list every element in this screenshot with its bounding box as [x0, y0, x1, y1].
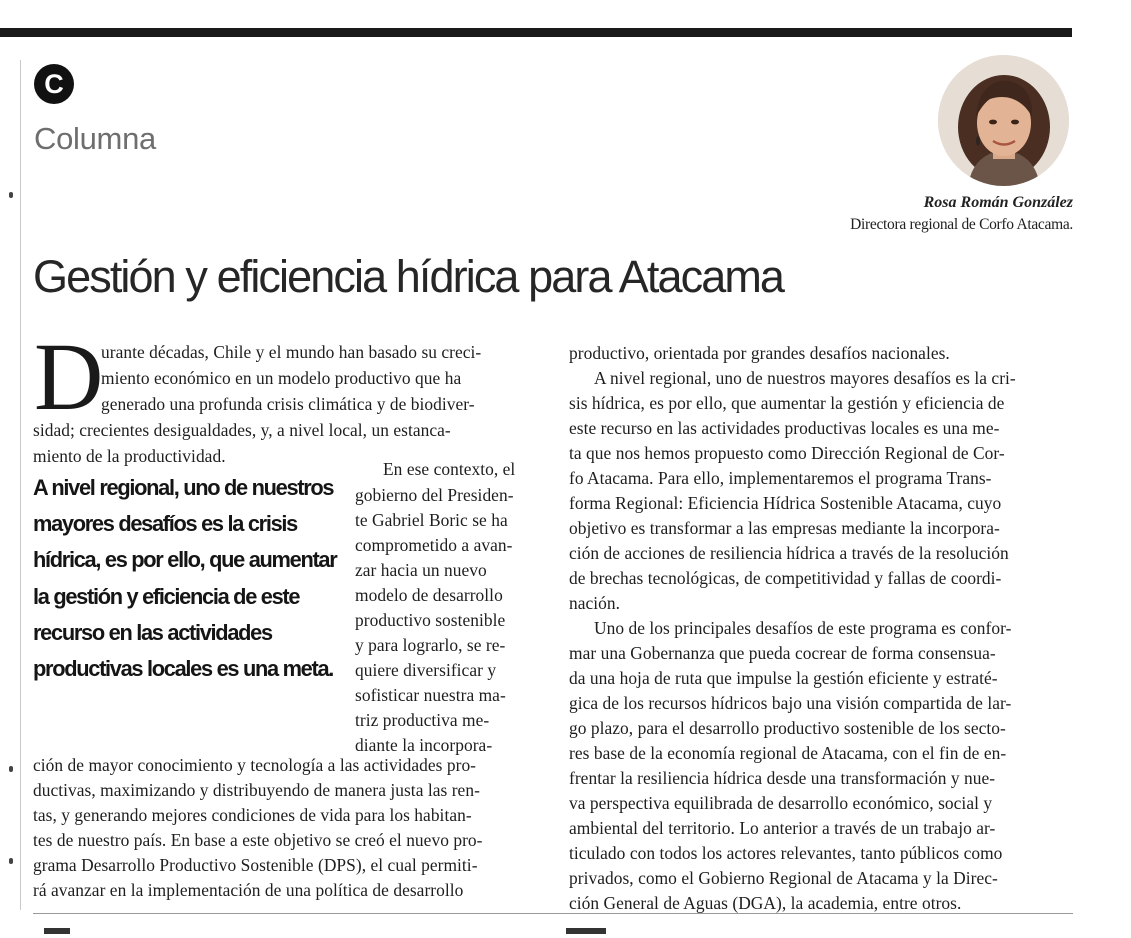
body-line: generado una profunda crisis climática y de biodiver-: [101, 394, 475, 414]
body-line: ción de acciones de resiliencia hídrica a través de la resolución: [569, 543, 1009, 563]
body-line: forma Regional: Eficiencia Hídrica Sostenible Atacama, cuyo: [569, 493, 1002, 513]
body-line: de brechas tecnológicas, de competitividad y fallas de coordi-: [569, 568, 1002, 588]
author-role: Directora regional de Corfo Atacama.: [850, 216, 1073, 233]
author-name: Rosa Román González: [923, 194, 1073, 211]
body-line: mar una Gobernanza que pueda cocrear de forma consensua-: [569, 643, 996, 663]
section-name: Columna: [34, 121, 156, 156]
body-line: modelo de desarrollo: [355, 585, 503, 605]
bottom-rule: [33, 913, 1073, 914]
body-line: res base de la economía regional de Atacama, con el fin de en-: [569, 743, 1007, 763]
body-line: zar hacia un nuevo: [355, 560, 487, 580]
drop-cap: D: [34, 323, 104, 430]
body-line: nación.: [569, 593, 621, 613]
margin-mark: [9, 766, 13, 772]
body-line: productivo, orientada por grandes desafíos nacionales.: [569, 343, 950, 363]
body-line: productivo sostenible: [355, 610, 506, 630]
body-line: este recurso en las actividades productivas locales es una me-: [569, 418, 1000, 438]
body-line: te Gabriel Boric se ha: [355, 510, 508, 530]
body-line: diante la incorpora-: [355, 735, 493, 755]
margin-mark: [9, 192, 13, 198]
body-line: Uno de los principales desafíos de este programa es confor-: [594, 618, 1012, 638]
body-line: triz productiva me-: [355, 710, 490, 730]
body-line: A nivel regional, uno de nuestros mayores desafíos es la cri-: [594, 368, 1016, 388]
body-line: gica de los recursos hídricos bajo una visión compartida de lar-: [569, 693, 1012, 713]
next-article-fragment: [566, 928, 606, 934]
body-line: sidad; crecientes desigualdades, y, a nivel local, un estanca-: [33, 420, 451, 440]
body-line: miento de la productividad.: [33, 446, 226, 466]
body-line: ticulado con todos los actores relevantes, tanto públicos como: [569, 843, 1003, 863]
body-line: tes de nuestro país. En base a este objetivo se creó el nuevo pro-: [33, 830, 483, 850]
pull-quote: A nivel regional, uno de nuestros mayores desafíos es la crisis hídrica, es por ello, que aumentar la gestión y eficiencia de este recurso en las actividades productivas locales es una meta.: [33, 475, 337, 682]
margin-mark: [9, 858, 13, 864]
body-line: gobierno del Presiden-: [355, 485, 514, 505]
headline: Gestión y eficiencia hídrica para Atacama: [33, 251, 784, 302]
section-badge: C: [34, 64, 74, 104]
body-line: da una hoja de ruta que impulse la gestión eficiente y estraté-: [569, 668, 998, 688]
body-line: tas, y generando mejores condiciones de vida para los habitan-: [33, 805, 472, 825]
body-line: sofisticar nuestra ma-: [355, 685, 506, 705]
body-line: rá avanzar en la implementación de una política de desarrollo: [33, 880, 464, 900]
body-line: grama Desarrollo Productivo Sostenible (DPS), el cual permiti-: [33, 855, 478, 875]
body-line: comprometido a avan-: [355, 535, 513, 555]
body-line: ductivas, maximizando y distribuyendo de manera justa las ren-: [33, 780, 480, 800]
body-line: objetivo es transformar a las empresas mediante la incorpora-: [569, 518, 1000, 538]
body-line: va perspectiva equilibrada de desarrollo económico, social y: [569, 793, 993, 813]
top-rule: [0, 28, 1072, 37]
body-line: ción General de Aguas (DGA), la academia, entre otros.: [569, 893, 962, 913]
body-line: privados, como el Gobierno Regional de Atacama y la Direc-: [569, 868, 998, 888]
left-column-rule: [20, 60, 21, 910]
body-line: frentar la resiliencia hídrica desde una transformación y nue-: [569, 768, 996, 788]
body-line: ambiental del territorio. Lo anterior a través de un trabajo ar-: [569, 818, 996, 838]
body-line: miento económico en un modelo productivo que ha: [101, 368, 462, 388]
body-line: ta que nos hemos propuesto como Dirección Regional de Cor-: [569, 443, 1005, 463]
body-line: go plazo, para el desarrollo productivo sostenible de los secto-: [569, 718, 1006, 738]
body-line: ción de mayor conocimiento y tecnología a las actividades pro-: [33, 755, 477, 775]
body-line: y para lograrlo, se re-: [355, 635, 506, 655]
body-line: urante décadas, Chile y el mundo han basado su creci-: [101, 342, 482, 362]
author-portrait: [938, 55, 1069, 186]
body-line: En ese contexto, el: [383, 459, 516, 479]
body-line: quiere diversificar y: [355, 660, 497, 680]
author-avatar: [938, 55, 1069, 186]
body-line: sis hídrica, es por ello, que aumentar la gestión y eficiencia de: [569, 393, 1005, 413]
next-article-fragment: [44, 928, 70, 934]
body-line: fo Atacama. Para ello, implementaremos el programa Trans-: [569, 468, 992, 488]
